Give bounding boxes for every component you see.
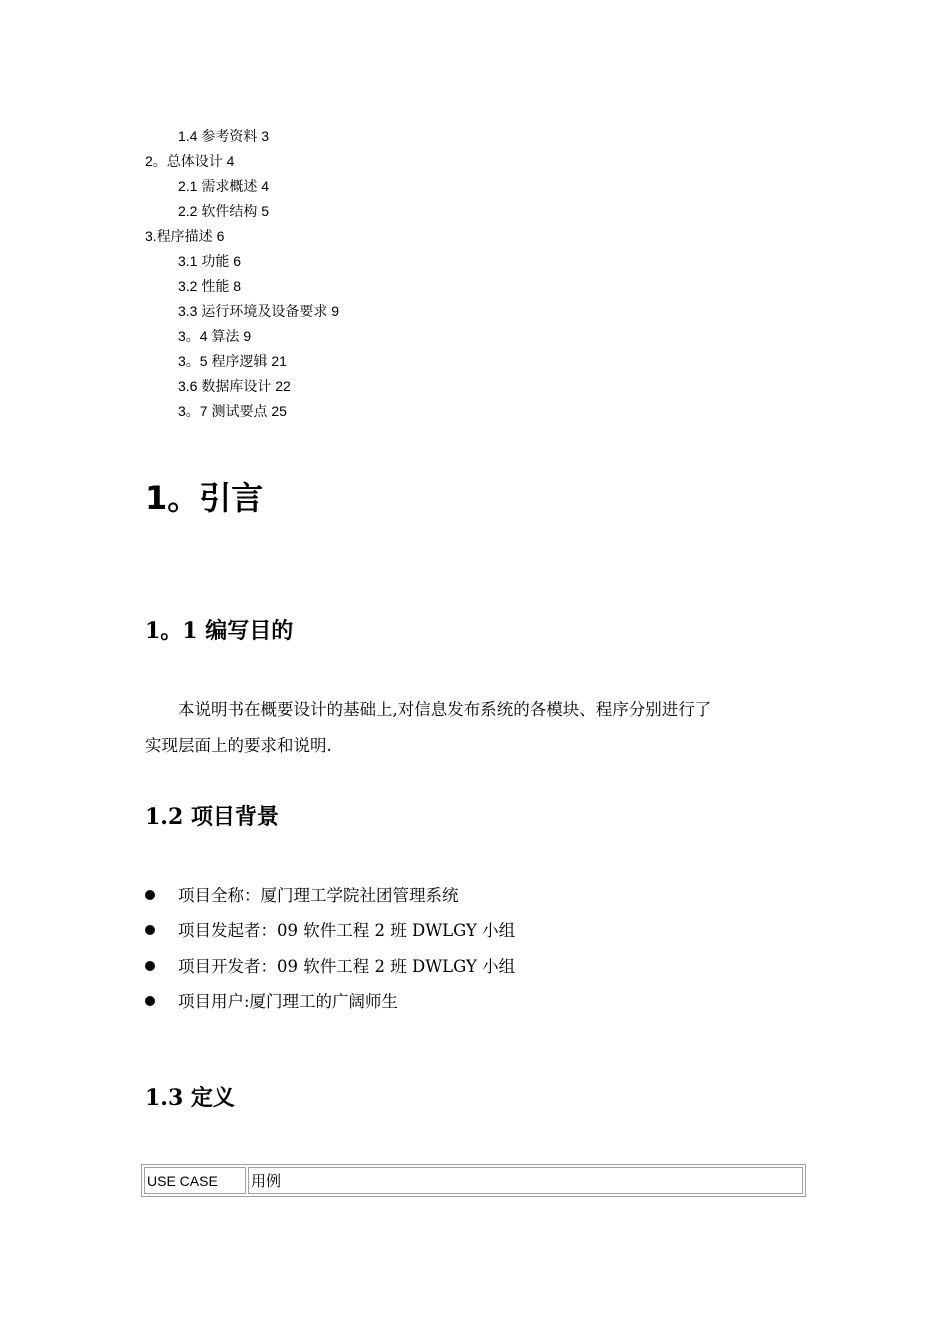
chapter-heading: 1。引言 bbox=[145, 479, 264, 517]
toc-entry[interactable]: 3.6 数据库设计 22 bbox=[178, 378, 291, 394]
toc-entry[interactable]: 2.2 软件结构 5 bbox=[178, 203, 270, 219]
section-heading-1-3: 1.3 定义 bbox=[145, 1085, 235, 1111]
toc-entry[interactable]: 3。4 算法 9 bbox=[178, 328, 252, 344]
bullet-icon bbox=[145, 996, 155, 1006]
list-item-text: 项目全称：厦门理工学院社团管理系统 bbox=[178, 886, 459, 905]
definition-term: USE CASE bbox=[144, 1167, 246, 1194]
toc-entry[interactable]: 3。5 程序逻辑 21 bbox=[178, 353, 287, 369]
list-item bbox=[145, 918, 515, 944]
toc-entry[interactable]: 2。总体设计 4 bbox=[145, 153, 235, 169]
toc-entry[interactable]: 2.1 需求概述 4 bbox=[178, 178, 270, 194]
list-item bbox=[145, 954, 515, 980]
paragraph-line: 实现层面上的要求和说明. bbox=[145, 736, 332, 755]
toc-entry[interactable]: 3.1 功能 6 bbox=[178, 253, 242, 269]
bullet-icon bbox=[145, 890, 155, 900]
list-item-text: 项目开发者：09 软件工程 2 班 DWLGY 小组 bbox=[178, 957, 516, 976]
toc-entry[interactable]: 3.3 运行环境及设备要求 9 bbox=[178, 303, 340, 319]
toc-entry[interactable]: 3.2 性能 8 bbox=[178, 278, 242, 294]
definition-meaning: 用例 bbox=[248, 1167, 803, 1194]
toc-entry[interactable]: 3。7 测试要点 25 bbox=[178, 403, 287, 419]
toc-entry[interactable]: 1.4 参考资料 3 bbox=[178, 128, 270, 144]
section-heading-1-1: 1。1 编写目的 bbox=[145, 618, 294, 644]
list-item-text: 项目发起者：09 软件工程 2 班 DWLGY 小组 bbox=[178, 921, 516, 940]
section-heading-1-2: 1.2 项目背景 bbox=[145, 804, 279, 830]
paragraph-line: 本说明书在概要设计的基础上,对信息发布系统的各模块、程序分别进行了 bbox=[178, 700, 712, 719]
bullet-icon bbox=[145, 925, 155, 935]
definitions-table bbox=[141, 1164, 806, 1197]
table-row bbox=[144, 1167, 803, 1194]
section-1-1-paragraph bbox=[145, 692, 813, 764]
toc-entry[interactable]: 3.程序描述 6 bbox=[145, 228, 225, 244]
list-item bbox=[145, 989, 398, 1015]
bullet-icon bbox=[145, 961, 155, 971]
list-item-text: 项目用户:厦门理工的广阔师生 bbox=[178, 992, 399, 1011]
list-item bbox=[145, 883, 459, 909]
